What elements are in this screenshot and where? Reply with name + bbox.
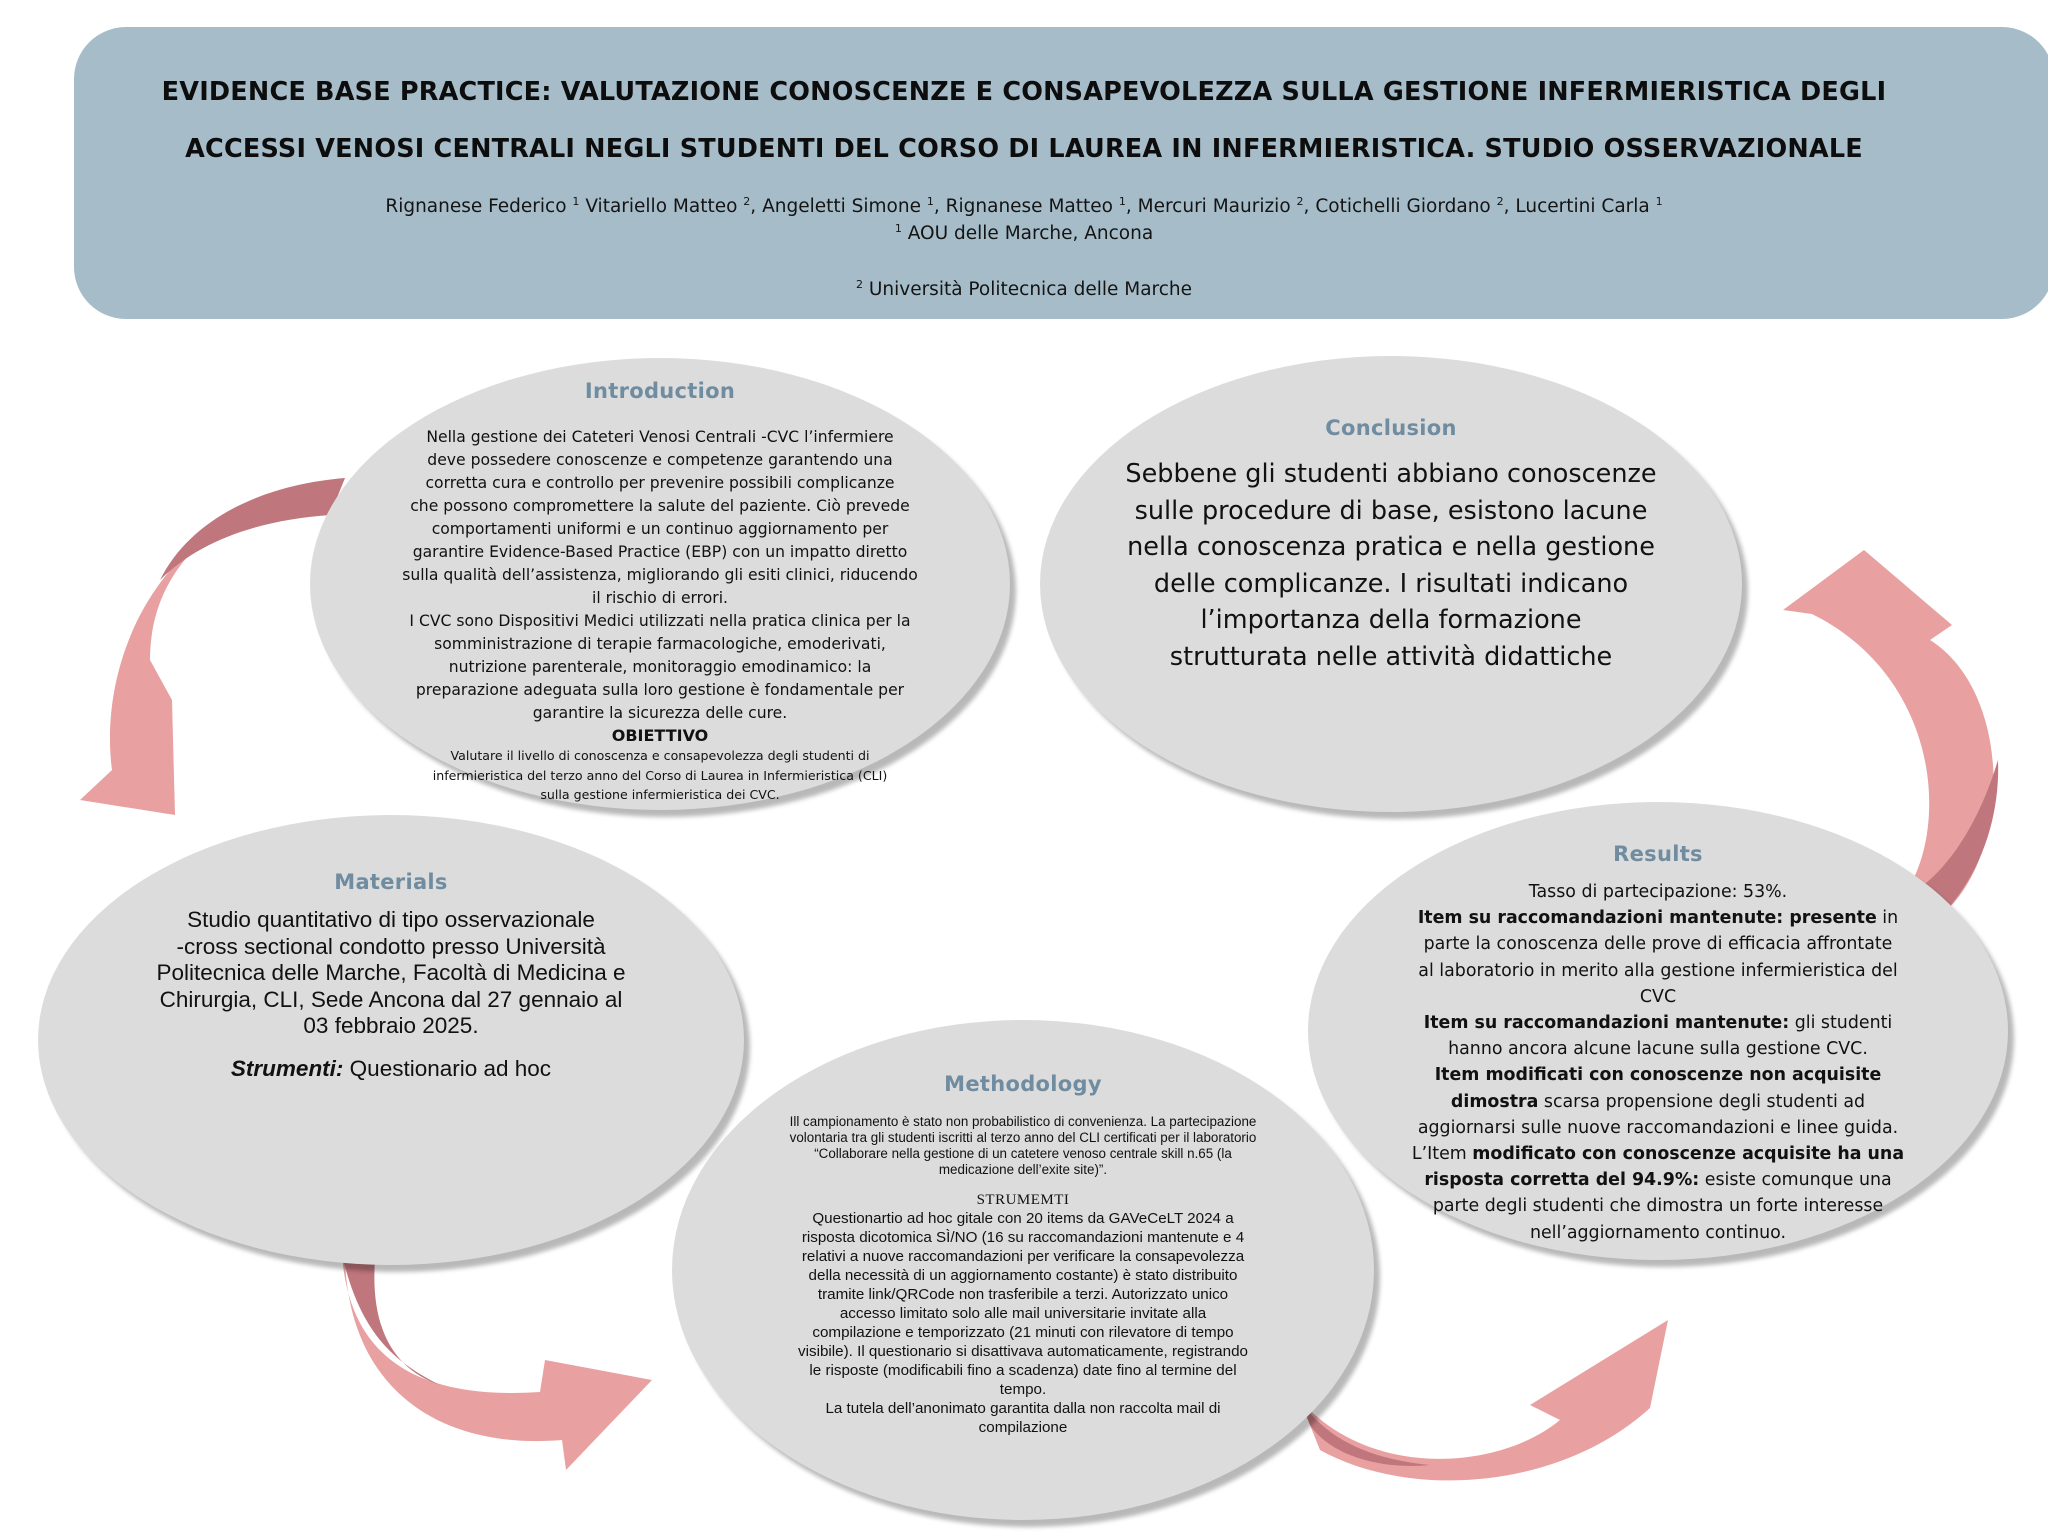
results-line: [1330, 1167, 1986, 1193]
results-bold: risposta corretta del 94.9%:: [1424, 1170, 1700, 1191]
introduction-line: somministrazione di terapie farmacologiche, emoderivati,: [434, 635, 886, 653]
introduction-line: preparazione adeguata sulla loro gestione è fondamentale per: [415, 681, 905, 699]
author-separator: ,: [1125, 196, 1132, 218]
introduction-line: I CVC sono Dispositivi Medici utilizzati nella pratica clinica per la: [409, 612, 911, 630]
materials-line: Politecnica delle Marche, Facoltà di Medicina e: [156, 960, 626, 985]
introduction-line: garantire Evidence-Based Practice (EBP) con un impatto diretto: [412, 543, 908, 561]
objective-line: Valutare il livello di conoscenza e consapevolezza degli studenti di: [450, 748, 870, 763]
methodology-line: volontaria tra gli studenti iscritti al terzo anno del CLI certificati per il laboratorio: [789, 1130, 1257, 1145]
author-affiliation-sup: 2: [743, 195, 751, 208]
results-line: nell’aggiornamento continuo.: [1529, 1222, 1787, 1243]
author-affiliation-sup: 1: [572, 195, 580, 208]
methodology-tool-line: compilazione e temporizzato (21 minuti con rilevatore di tempo: [812, 1324, 1234, 1341]
results-bold: modificato con conoscenze acquisite ha una: [1472, 1144, 1905, 1165]
arrow-materials-to-methodology: [342, 1255, 652, 1470]
introduction-line: deve possedere conoscenze e competenze garantendo una: [427, 451, 893, 469]
results-text: gli studenti: [1789, 1013, 1893, 1034]
methodology-line: medicazione dell’exite site)”.: [938, 1162, 1108, 1177]
results-text: L’Item: [1411, 1144, 1473, 1165]
methodology-tool-line: tempo.: [999, 1381, 1047, 1398]
results-line: Tasso di partecipazione: 53%.: [1528, 882, 1788, 902]
author-affiliation-sup: 1: [1655, 195, 1663, 208]
conclusion-line: strutturata nelle attività didattiche: [1169, 641, 1613, 672]
methodology-tool-line: Questionartio ad hoc gitale con 20 items da GAVeCeLT 2024 a: [812, 1210, 1234, 1227]
objective-line: infermieristica del terzo anno del Corso di Laurea in Infermieristica (CLI): [432, 767, 888, 783]
results-line: [1330, 1089, 1986, 1115]
results-text: esiste comunque una: [1699, 1170, 1892, 1191]
author-name: Angeletti Simone: [762, 196, 921, 218]
introduction-line: Nella gestione dei Cateteri Venosi Centrali -CVC l’infermiere: [426, 428, 894, 446]
methodology-title: Methodology: [944, 1072, 1102, 1096]
conclusion-line: nella conoscenza pratica e nella gestione: [1127, 532, 1655, 562]
results-line: parte degli studenti che dimostra un forte interesse: [1432, 1196, 1884, 1217]
author-separator: ,: [750, 196, 757, 218]
introduction-body: [330, 426, 990, 805]
results-line: aggiornarsi sulle nuove raccomandazioni e linee guida.: [1417, 1117, 1899, 1138]
methodology-line: “Collaborare nella gestione di un catetere venoso centrale skill n.65 (la: [814, 1146, 1232, 1161]
results-title: Results: [1613, 842, 1703, 866]
materials-line: Studio quantitativo di tipo osservazionale: [187, 907, 595, 932]
objective-line: sulla gestione infermieristica dei CVC.: [540, 787, 780, 802]
introduction-line: garantire la sicurezza delle cure.: [532, 704, 788, 722]
materials-body: [60, 907, 722, 1082]
conclusion-line: l’importanza della formazione: [1200, 605, 1582, 635]
introduction-line: corretta cura e controllo per prevenire possibili complicanze: [425, 474, 895, 492]
affiliation-1-text: AOU delle Marche, Ancona: [907, 223, 1154, 245]
author-separator: ,: [933, 196, 940, 218]
author-separator: ,: [1503, 196, 1510, 218]
introduction-line: il rischio di errori.: [591, 589, 728, 607]
results-body: [1330, 879, 1986, 1246]
results-text: scarsa propensione degli studenti ad: [1538, 1091, 1866, 1112]
affiliation-2-text: Università Politecnica delle Marche: [868, 279, 1193, 301]
methodology-tool-line: della necessità di un aggiornamento costante) è stato distribuito: [808, 1267, 1238, 1284]
author-affiliation-sup: 2: [1496, 195, 1504, 208]
author-name: Cotichelli Giordano: [1315, 196, 1491, 218]
affiliation-2-sup: 2: [855, 278, 863, 291]
methodology-body: [732, 1114, 1314, 1437]
materials-line: Chirurgia, CLI, Sede Ancona dal 27 gennaio al: [159, 986, 623, 1012]
introduction-line: nutrizione parenterale, monitoraggio emodinamico: la: [448, 658, 872, 676]
results-line: CVC: [1639, 986, 1677, 1007]
conclusion-title: Conclusion: [1325, 416, 1457, 440]
objective-heading: OBIETTIVO: [611, 726, 709, 745]
results-line: [1330, 905, 1986, 931]
author-separator: ,: [1303, 196, 1310, 218]
conclusion-line: Sebbene gli studenti abbiano conoscenze: [1125, 459, 1657, 489]
materials-line: -cross sectional condotto presso Università: [176, 933, 606, 959]
results-line: [1330, 1141, 1986, 1167]
methodology-tool-line: compilazione: [978, 1419, 1068, 1436]
author-name: Rignanese Matteo: [945, 196, 1113, 218]
methodology-tool-line: risposta dicotomica SÌ/NO (16 su raccomandazioni mantenute e 4: [801, 1229, 1245, 1246]
author-name: Rignanese Federico: [385, 196, 567, 218]
materials-line: 03 febbraio 2025.: [303, 1013, 479, 1038]
affiliation-1-sup: 1: [894, 222, 902, 235]
results-bold: Item su raccomandazioni mantenute:: [1423, 1013, 1790, 1034]
introduction-line: che possono compromettere la salute del paziente. Ciò prevede: [410, 497, 910, 515]
poster-title-line-2: ACCESSI VENOSI CENTRALI NEGLI STUDENTI DEL CORSO DI LAUREA IN INFERMIERISTICA. STUDIO OSSERVAZIONALE: [185, 134, 1863, 164]
results-bold: dimostra: [1450, 1091, 1539, 1112]
methodology-tool-line: visibile). Il questionario si disattivava automaticamente, registrando: [798, 1343, 1248, 1360]
author-affiliation-sup: 1: [1118, 195, 1126, 208]
results-line: parte la conoscenza delle prove di efficacia affrontate: [1423, 934, 1893, 955]
author-affiliation-sup: 1: [926, 195, 934, 208]
methodology-tool-line: La tutela dell’anonimato garantita dalla non raccolta mail di: [825, 1400, 1221, 1417]
introduction-line: sulla qualità dell’assistenza, migliorando gli esiti clinici, riducendo: [402, 566, 918, 584]
materials-tools-line: [60, 1056, 722, 1082]
author-name: Mercuri Maurizio: [1137, 196, 1291, 218]
conclusion-line: sulle procedure di base, esistono lacune: [1134, 495, 1648, 526]
conclusion-body: [1060, 456, 1722, 675]
results-line: al laboratorio in merito alla gestione infermieristica del: [1418, 960, 1898, 981]
materials-title: Materials: [334, 870, 448, 894]
introduction-title: Introduction: [584, 379, 736, 403]
methodology-tool-line: accesso limitato solo alle mail universitarie invitate alla: [839, 1305, 1207, 1322]
author-affiliation-sup: 2: [1296, 195, 1304, 208]
methodology-line: Ill campionamento è stato non probabilistico di convenienza. La partecipazione: [789, 1114, 1257, 1129]
results-line: hanno ancora alcune lacune sulla gestione CVC.: [1448, 1039, 1868, 1060]
materials-tools-text: Questionario ad hoc: [343, 1055, 552, 1081]
results-line: [1330, 1010, 1986, 1036]
materials-tools-label: Strumenti:: [230, 1055, 344, 1081]
author-name: Lucertini Carla: [1515, 196, 1650, 218]
methodology-tool-line: tramite link/QRCode non trasferibile a terzi. Autorizzato unico: [817, 1286, 1229, 1303]
arrow-methodology-to-results-shade: [1300, 1400, 1430, 1466]
results-bold: Item modificati con conoscenze non acquisite: [1434, 1065, 1882, 1086]
results-text: in: [1876, 908, 1899, 929]
methodology-tool-line: le risposte (modificabili fino a scadenza) date fino al termine del: [809, 1362, 1237, 1379]
methodology-tool-line: relativi a nuove raccomandazioni per verificare la consapevolezza: [801, 1248, 1245, 1265]
introduction-line: comportamenti uniformi e un continuo aggiornamento per: [431, 520, 889, 538]
poster-title-line-1: EVIDENCE BASE PRACTICE: VALUTAZIONE CONOSCENZE E CONSAPEVOLEZZA SULLA GESTIONE INFERMIERISTICA DEGLI: [161, 77, 1887, 107]
results-bold: Item su raccomandazioni mantenute: presente: [1417, 908, 1877, 929]
author-name: Vitariello Matteo: [585, 196, 738, 218]
methodology-tools-heading: STRUMEMTI: [976, 1192, 1070, 1208]
conclusion-line: delle complicanze. I risultati indicano: [1153, 568, 1629, 599]
results-line: [1330, 1062, 1986, 1088]
